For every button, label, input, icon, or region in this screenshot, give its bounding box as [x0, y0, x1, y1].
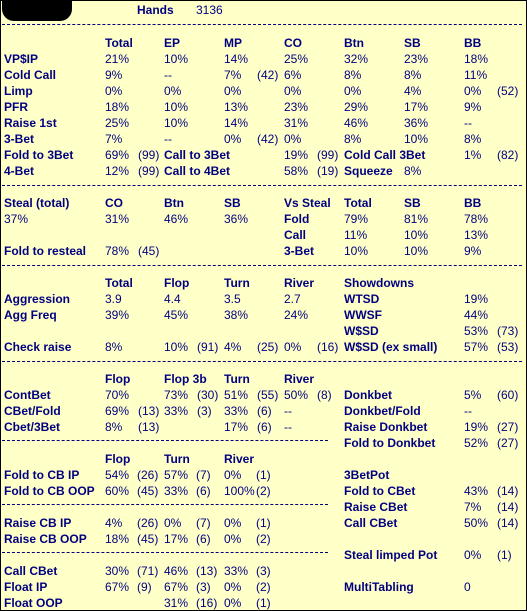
sample-count: (52) [497, 84, 519, 98]
vscb-flop-value: 60% [105, 484, 130, 498]
fold-to-3bet-value: 69% [105, 148, 130, 162]
cbet-river-value: -- [284, 420, 292, 434]
vs-steal-sb: 81% [404, 212, 429, 226]
call-to-3bet-n: (99) [317, 148, 339, 162]
stat-value: 18% [464, 52, 489, 66]
steal-col-btn: Btn [164, 196, 184, 210]
stat-value: 0% [464, 84, 482, 98]
stat-value: 8% [344, 68, 362, 82]
fold-to-3bet-label: Fold to 3Bet [4, 148, 74, 162]
cbet-river-value: -- [284, 404, 292, 418]
stat-value: 21% [105, 52, 130, 66]
wsd-small-n: (53) [497, 340, 519, 354]
aggression-label: Aggression [4, 292, 71, 306]
stat-value: 0% [284, 84, 302, 98]
cbet-flop-value: 70% [105, 388, 130, 402]
multitabling-label: MultiTabling [344, 580, 414, 594]
steal-total-value: 37% [4, 212, 29, 226]
vscb-row-label: Float OOP [4, 596, 63, 610]
sample-count: (14) [497, 500, 519, 514]
donk-row-label: Fold to Donkbet [344, 436, 436, 450]
cb-col-turn: Turn [224, 372, 250, 386]
vscb-turn-value: 31% [164, 596, 189, 610]
vcb-col-flop: Flop [105, 452, 131, 466]
check-raise-turn: 4% [224, 340, 242, 354]
steal-total-label: Steal (total) [4, 196, 70, 210]
sample-count: (42) [257, 68, 279, 82]
check-raise-total: 8% [105, 340, 123, 354]
stat-value: 0% [224, 132, 242, 146]
aggression-turn: 3.5 [224, 292, 241, 306]
stat-value: -- [164, 68, 172, 82]
wtsd-label: WTSD [344, 292, 380, 306]
steal-limped-pot-value: 0% [464, 548, 482, 562]
agg-freq-river: 24% [284, 308, 309, 322]
wsd-value: 53% [464, 324, 489, 338]
agg-freq-flop: 45% [164, 308, 189, 322]
threebetpot-value: 7% [464, 500, 482, 514]
stat-value: 17% [404, 100, 429, 114]
stat-value: 10% [164, 52, 189, 66]
aggression-flop: 4.4 [164, 292, 181, 306]
sample-count: (1) [256, 468, 271, 482]
col-mp: MP [224, 36, 242, 50]
steal-col-co: CO [105, 196, 123, 210]
sample-count: (16) [196, 596, 218, 610]
threebetpot-row-label: Fold to CBet [344, 484, 416, 498]
vscb-river-value: 0% [224, 532, 242, 546]
four-bet-n: (99) [138, 164, 160, 178]
check-raise-label: Check raise [4, 340, 72, 354]
vscb-row-label: Fold to CB OOP [4, 484, 95, 498]
hands-value: 3136 [196, 3, 223, 17]
fold-to-3bet-n: (99) [138, 148, 160, 162]
stat-label: Limp [4, 84, 33, 98]
threebetpot-value: 43% [464, 484, 489, 498]
steal-btn-value: 46% [164, 212, 189, 226]
sample-count: (3) [256, 564, 271, 578]
sample-count: (27) [497, 420, 519, 434]
wsd-small-label: W$SD (ex small) [344, 340, 438, 354]
sample-count: (2) [256, 532, 271, 546]
stat-value: 0% [164, 84, 182, 98]
stat-value: 0% [105, 84, 123, 98]
cbet-flop-value: 69% [105, 404, 130, 418]
vscb-river-value: 100% [224, 484, 255, 498]
vs-steal-bb: 78% [464, 212, 489, 226]
agg-freq-turn: 38% [224, 308, 249, 322]
vscb-flop-value: 67% [105, 580, 130, 594]
vscb-river-value: 0% [224, 580, 242, 594]
vscb-row-label: Raise CB IP [4, 516, 72, 530]
sample-count: (30) [197, 388, 219, 402]
stat-value: 7% [224, 68, 242, 82]
sample-count: (9) [137, 580, 152, 594]
stat-label: Raise 1st [4, 116, 57, 130]
stat-value: 14% [224, 116, 249, 130]
separator [2, 440, 328, 441]
sample-count: (26) [137, 516, 159, 530]
sample-count: (60) [497, 388, 519, 402]
sample-count: (45) [137, 532, 159, 546]
showdowns-title: Showdowns [344, 276, 414, 290]
stat-value: 23% [404, 52, 429, 66]
stat-label: Cold Call [4, 68, 57, 82]
sample-count: (45) [137, 484, 159, 498]
sample-count: (13) [138, 404, 160, 418]
steal-limped-pot-n: (1) [497, 548, 512, 562]
four-bet-label: 4-Bet [4, 164, 35, 178]
check-raise-flop: 10% [164, 340, 189, 354]
vcb-col-river: River [224, 452, 255, 466]
cold-call-3bet-value: 1% [464, 148, 482, 162]
stat-value: 8% [464, 132, 482, 146]
vscb-river-value: 0% [224, 596, 242, 610]
stat-value: 7% [105, 132, 123, 146]
vs-steal-row-label: 3-Bet [284, 244, 315, 258]
vscb-flop-value: 54% [105, 468, 130, 482]
sample-count: (2) [256, 580, 271, 594]
pf-col-river: River [284, 276, 315, 290]
vs-steal-total: 79% [344, 212, 369, 226]
wsd-label: W$SD [344, 324, 379, 338]
pf-col-total: Total [105, 276, 133, 290]
stat-value: 4% [404, 84, 422, 98]
stat-value: 6% [284, 68, 302, 82]
stat-value: 18% [105, 100, 130, 114]
vscb-river-value: 0% [224, 468, 242, 482]
aggression-total: 3.9 [105, 292, 122, 306]
vscb-turn-value: 33% [164, 484, 189, 498]
stat-value: 29% [344, 100, 369, 114]
vscb-flop-value: 18% [105, 532, 130, 546]
steal-co-value: 31% [105, 212, 130, 226]
sample-count: (3) [196, 580, 211, 594]
col-btn: Btn [344, 36, 364, 50]
steal-sb-value: 36% [224, 212, 249, 226]
stat-label: 3-Bet [4, 132, 35, 146]
sample-count: (8) [317, 388, 332, 402]
cbet-row-label: ContBet [4, 388, 51, 402]
check-raise-river-n: (16) [317, 340, 339, 354]
redacted-player-name [2, 0, 72, 21]
cb-col-flop: Flop [105, 372, 131, 386]
vscb-turn-value: 67% [164, 580, 189, 594]
steal-col-sb: SB [224, 196, 241, 210]
donk-value: -- [464, 404, 472, 418]
stat-value: 25% [105, 116, 130, 130]
vscb-flop-value: 4% [105, 516, 123, 530]
stat-value: 10% [164, 100, 189, 114]
sample-count: (6) [257, 420, 272, 434]
stat-label: VP$IP [4, 52, 39, 66]
donk-row-label: Raise Donkbet [344, 420, 428, 434]
call-to-4bet-label: Call to 4Bet [164, 164, 231, 178]
vscb-turn-value: 46% [164, 564, 189, 578]
stat-value: -- [164, 132, 172, 146]
cb-col-river: River [284, 372, 315, 386]
vscb-river-value: 33% [224, 564, 249, 578]
separator [2, 265, 522, 266]
fold-to-resteal-value: 78% [105, 244, 130, 258]
vs-steal-sb: 10% [404, 228, 429, 242]
col-total: Total [105, 36, 133, 50]
sample-count: (7) [196, 516, 211, 530]
call-to-4bet-n: (19) [317, 164, 339, 178]
sample-count: (1) [256, 596, 271, 610]
vscb-row-label: Call CBet [4, 564, 58, 578]
sample-count: (14) [497, 484, 519, 498]
multitabling-value: 0 [464, 580, 471, 594]
vscb-row-label: Float IP [4, 580, 48, 594]
wtsd-value: 19% [464, 292, 489, 306]
sample-count: (14) [497, 516, 519, 530]
threebetpot-row-label: Call CBet [344, 516, 398, 530]
cbet-river-value: 50% [284, 388, 309, 402]
stat-value: 8% [344, 132, 362, 146]
cb-col-flop3b: Flop 3b [164, 372, 207, 386]
sample-count: (6) [257, 404, 272, 418]
sample-count: (7) [196, 468, 211, 482]
donk-row-label: Donkbet/Fold [344, 404, 421, 418]
pf-col-flop: Flop [164, 276, 190, 290]
sample-count: (3) [197, 404, 212, 418]
vscb-row-label: Raise CB OOP [4, 532, 87, 546]
cbet-row-label: Cbet/3Bet [4, 420, 61, 434]
vs-steal-col-sb: SB [404, 196, 421, 210]
cbet-turn-value: 51% [224, 388, 249, 402]
sample-count: (6) [196, 532, 211, 546]
sample-count: (42) [257, 132, 279, 146]
stat-value: 10% [404, 132, 429, 146]
vscb-turn-value: 0% [164, 516, 182, 530]
stat-value: 25% [284, 52, 309, 66]
stat-value: 46% [344, 116, 369, 130]
vscb-turn-value: 57% [164, 468, 189, 482]
vs-steal-sb: 10% [404, 244, 429, 258]
stat-value: 10% [164, 116, 189, 130]
sample-count: (13) [138, 420, 160, 434]
stat-value: 14% [224, 52, 249, 66]
stat-value: 23% [284, 100, 309, 114]
vs-steal-col-total: Total [344, 196, 372, 210]
check-raise-turn-n: (25) [257, 340, 279, 354]
stat-value: 31% [284, 116, 309, 130]
sample-count: (2) [256, 484, 271, 498]
sample-count: (26) [137, 468, 159, 482]
hands-label: Hands [137, 3, 174, 17]
vs-steal-col-bb: BB [464, 196, 482, 210]
pf-col-turn: Turn [224, 276, 250, 290]
vscb-row-label: Fold to CB IP [4, 468, 80, 482]
check-raise-flop-n: (91) [197, 340, 219, 354]
vs-steal-row-label: Call [284, 228, 307, 242]
sample-count: (71) [137, 564, 159, 578]
cbet-row-label: CBet/Fold [4, 404, 61, 418]
steal-limped-pot-label: Steal limped Pot [344, 548, 438, 562]
stat-value: 0% [344, 84, 362, 98]
vs-steal-label: Vs Steal [284, 196, 331, 210]
donk-row-label: Donkbet [344, 388, 392, 402]
call-to-3bet-label: Call to 3Bet [164, 148, 231, 162]
wwsf-label: WWSF [344, 308, 382, 322]
wwsf-value: 44% [464, 308, 489, 322]
wsd-small-value: 57% [464, 340, 489, 354]
stat-value: 0% [284, 132, 302, 146]
col-bb: BB [464, 36, 482, 50]
call-to-3bet-value: 19% [284, 148, 309, 162]
stat-value: -- [464, 116, 472, 130]
sample-count: (1) [256, 516, 271, 530]
cbet-turn-value: 17% [224, 420, 249, 434]
four-bet-value: 12% [105, 164, 130, 178]
stat-value: 11% [464, 68, 488, 82]
cbet-flop3b-value: 33% [164, 404, 189, 418]
col-sb: SB [404, 36, 421, 50]
aggression-river: 2.7 [284, 292, 301, 306]
vs-steal-total: 10% [344, 244, 369, 258]
agg-freq-label: Agg Freq [4, 308, 57, 322]
cbet-flop-value: 8% [105, 420, 123, 434]
donk-value: 5% [464, 388, 482, 402]
vscb-river-value: 0% [224, 516, 242, 530]
separator [2, 361, 522, 362]
stat-value: 9% [105, 68, 123, 82]
threebetpot-row-label: Raise CBet [344, 500, 408, 514]
vscb-flop-value: 30% [105, 564, 130, 578]
stat-label: PFR [4, 100, 28, 114]
fold-to-resteal-label: Fold to resteal [4, 244, 87, 258]
stat-value: 13% [224, 100, 249, 114]
squeeze-label: Squeeze [344, 164, 393, 178]
stat-value: 0% [224, 84, 242, 98]
separator [2, 185, 522, 186]
donk-value: 52% [464, 436, 489, 450]
separator [2, 24, 522, 25]
vs-steal-bb: 9% [464, 244, 482, 258]
wsd-n: (73) [497, 324, 519, 338]
vs-steal-row-label: Fold [284, 212, 310, 226]
check-raise-river: 0% [284, 340, 302, 354]
cbet-flop3b-value: 73% [164, 388, 189, 402]
sample-count: (55) [257, 388, 279, 402]
stat-value: 8% [404, 68, 422, 82]
call-to-4bet-value: 58% [284, 164, 309, 178]
donk-value: 19% [464, 420, 489, 434]
cbet-turn-value: 33% [224, 404, 249, 418]
sample-count: (27) [497, 436, 519, 450]
separator [2, 552, 328, 553]
stat-value: 9% [464, 100, 482, 114]
fold-to-resteal-n: (45) [138, 244, 160, 258]
threebetpot-value: 50% [464, 516, 489, 530]
col-ep: EP [164, 36, 181, 50]
agg-freq-total: 39% [105, 308, 130, 322]
threebetpot-title: 3BetPot [344, 468, 390, 482]
stat-value: 32% [344, 52, 369, 66]
squeeze-value: 8% [404, 164, 422, 178]
sample-count: (6) [196, 484, 211, 498]
separator [2, 504, 328, 505]
vcb-col-turn: Turn [164, 452, 190, 466]
vs-steal-total: 11% [344, 228, 368, 242]
sample-count: (13) [196, 564, 218, 578]
vs-steal-bb: 13% [464, 228, 489, 242]
vscb-turn-value: 17% [164, 532, 189, 546]
stat-value: 36% [404, 116, 429, 130]
cold-call-3bet-label: Cold Call 3Bet [344, 148, 426, 162]
cold-call-3bet-n: (82) [497, 148, 519, 162]
col-co: CO [284, 36, 302, 50]
